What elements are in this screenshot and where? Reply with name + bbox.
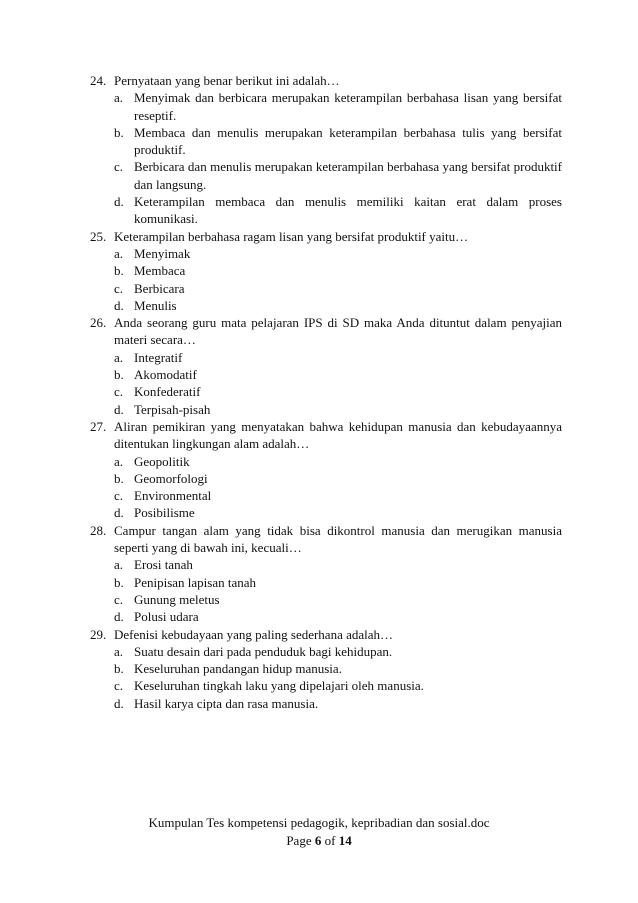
option-text: Suatu desain dari pada penduduk bagi kehidupan. — [134, 643, 393, 659]
question-number: 24. — [90, 73, 107, 88]
question-stem — [90, 314, 562, 349]
answer-option — [90, 504, 562, 521]
option-letter: c. — [114, 488, 124, 504]
question-text: Campur tangan alam yang tidak bisa dikontrol manusia dan merugikan manusia seperti yang di bawah ini, kecuali… — [114, 522, 562, 556]
option-text: Berbicara dan menulis merupakan keterampilan berbahasa yang bersifat produktif dan langsung. — [134, 159, 562, 192]
option-text: Posibilisme — [134, 505, 195, 521]
option-text: Penipisan lapisan tanah — [134, 574, 257, 590]
answer-option — [90, 677, 562, 694]
option-text: Gunung meletus — [134, 591, 220, 607]
answer-option — [90, 383, 562, 400]
option-text: Polusi udara — [134, 609, 199, 625]
option-text: Keseluruhan pandangan hidup manusia. — [134, 661, 342, 677]
option-letter: a. — [114, 557, 124, 573]
option-letter: b. — [114, 263, 124, 279]
question-text: Anda seorang guru mata pelajaran IPS di SD maka Anda dituntut dalam penyajian materi secara… — [114, 315, 562, 348]
question-block — [90, 626, 562, 712]
question-block — [90, 314, 562, 418]
option-letter: b. — [114, 470, 124, 486]
question-number: 25. — [90, 228, 107, 244]
question-stem — [90, 626, 562, 643]
option-text: Membaca — [134, 263, 186, 279]
question-block — [90, 228, 562, 314]
option-text: Keseluruhan tingkah laku yang dipelajari oleh manusia. — [134, 678, 424, 694]
option-text: Integratif — [134, 349, 183, 365]
question-stem — [90, 228, 562, 245]
question-number: 27. — [90, 418, 107, 434]
answer-option — [90, 574, 562, 591]
question-list — [90, 72, 562, 712]
option-letter: d. — [114, 297, 124, 313]
option-letter: c. — [114, 159, 124, 175]
option-text: Menyimak dan berbicara merupakan keterampilan berbahasa lisan yang bersifat reseptif. — [134, 90, 562, 123]
option-letter: b. — [114, 574, 124, 590]
answer-option — [90, 556, 562, 573]
option-letter: a. — [114, 643, 124, 659]
option-text: Environmental — [134, 488, 212, 504]
option-letter: c. — [114, 591, 124, 607]
option-text: Geopolitik — [134, 453, 190, 469]
question-text: Keterampilan berbahasa ragam lisan yang bersifat produktif yaitu… — [114, 228, 469, 244]
page-footer — [0, 814, 638, 849]
answer-option — [90, 280, 562, 297]
answer-option — [90, 591, 562, 608]
option-text: Terpisah-pisah — [134, 401, 211, 417]
page-number — [0, 832, 638, 850]
option-text: Keterampilan membaca dan menulis memiliki kaitan erat dalam proses komunikasi. — [134, 194, 562, 227]
option-letter: c. — [114, 280, 124, 296]
answer-option — [90, 193, 562, 228]
page-word: Page — [286, 832, 312, 848]
option-text: Menyimak — [134, 245, 191, 261]
answer-option — [90, 470, 562, 487]
answer-option — [90, 401, 562, 418]
page-total: 14 — [338, 832, 352, 848]
option-letter: d. — [114, 194, 124, 210]
question-stem — [90, 72, 562, 89]
option-letter: b. — [114, 367, 124, 383]
answer-option — [90, 695, 562, 712]
option-letter: c. — [114, 678, 124, 694]
question-text: Aliran pemikiran yang menyatakan bahwa kehidupan manusia dan kebudayaannya ditentukan lingkungan alam adalah… — [114, 418, 562, 452]
question-block — [90, 72, 562, 228]
option-text: Hasil karya cipta dan rasa manusia. — [134, 695, 319, 711]
option-text: Geomorfologi — [134, 470, 208, 486]
option-text: Menulis — [134, 297, 177, 313]
option-letter: a. — [114, 349, 124, 365]
answer-option — [90, 262, 562, 279]
answer-option — [90, 89, 562, 124]
option-text: Erosi tanah — [134, 557, 193, 573]
option-text: Akomodatif — [134, 367, 197, 383]
question-block — [90, 522, 562, 626]
option-text: Konfederatif — [134, 384, 201, 400]
answer-option — [90, 366, 562, 383]
answer-option — [90, 158, 562, 193]
question-stem — [90, 522, 562, 557]
option-letter: c. — [114, 384, 124, 400]
option-letter: d. — [114, 609, 124, 625]
answer-option — [90, 643, 562, 660]
answer-option — [90, 487, 562, 504]
option-letter: a. — [114, 90, 124, 106]
question-number: 26. — [90, 315, 107, 331]
footer-filename: Kumpulan Tes kompetensi pedagogik, kepribadian dan sosial.doc — [148, 815, 490, 830]
question-text: Pernyataan yang benar berikut ini adalah… — [114, 73, 340, 88]
option-letter: d. — [114, 505, 124, 521]
answer-option — [90, 297, 562, 314]
page-current: 6 — [314, 832, 322, 848]
option-letter: d. — [114, 695, 124, 711]
of-word: of — [324, 832, 336, 848]
question-stem — [90, 418, 562, 453]
option-text: Berbicara — [134, 280, 185, 296]
answer-option — [90, 453, 562, 470]
question-number: 28. — [90, 522, 107, 538]
question-text: Defenisi kebudayaan yang paling sederhana adalah… — [114, 626, 394, 642]
answer-option — [90, 124, 562, 159]
option-letter: a. — [114, 453, 124, 469]
question-number: 29. — [90, 626, 107, 642]
option-letter: b. — [114, 124, 124, 140]
answer-option — [90, 245, 562, 262]
answer-option — [90, 608, 562, 625]
answer-option — [90, 349, 562, 366]
option-letter: d. — [114, 401, 124, 417]
question-block — [90, 418, 562, 522]
option-letter: a. — [114, 245, 124, 261]
option-letter: b. — [114, 661, 124, 677]
option-text: Membaca dan menulis merupakan keterampilan berbahasa tulis yang bersifat produktif. — [134, 124, 562, 158]
answer-option — [90, 660, 562, 677]
